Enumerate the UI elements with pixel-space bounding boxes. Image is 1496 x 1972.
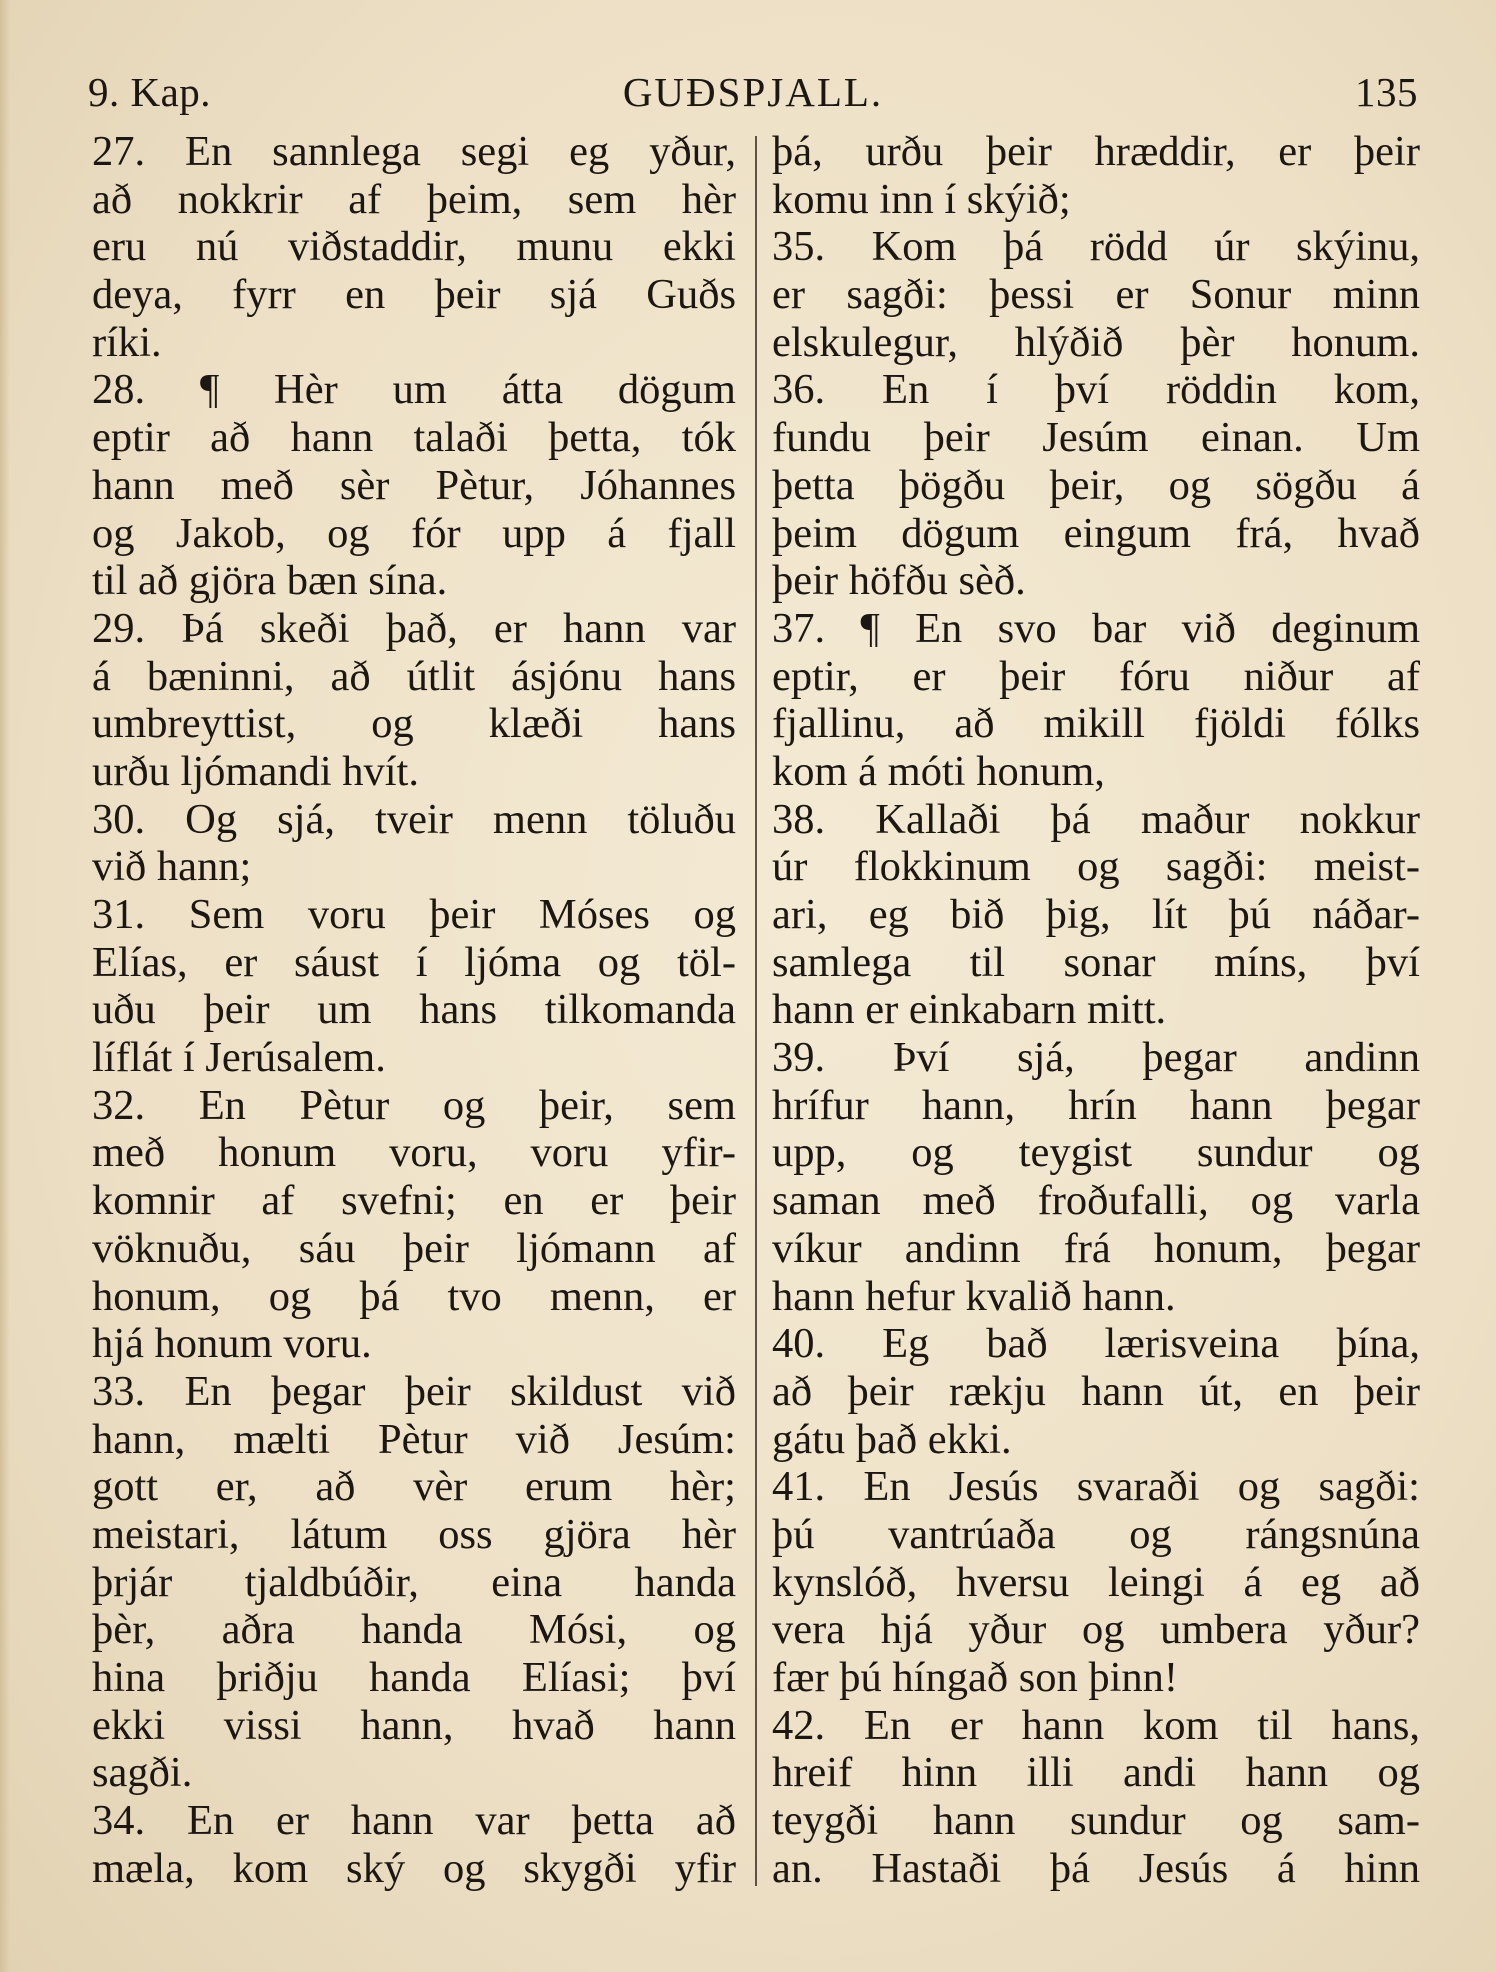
- text-line: fjallinu, að mikill fjöldi fólks: [772, 700, 1420, 748]
- text-line: hrífur hann, hrín hann þegar: [772, 1081, 1420, 1129]
- text-line: þetta þögðu þeir, og sögðu á: [772, 461, 1420, 509]
- text-line: ekki vissi hann, hvað hann: [92, 1701, 736, 1749]
- text-line: og Jakob, og fór upp á fjall: [92, 509, 736, 557]
- text-line: 35. Kom þá rödd úr skýinu,: [772, 223, 1420, 271]
- text-line: til að gjöra bæn sína.: [92, 557, 448, 605]
- text-line: þú vantrúaða og rángsnúna: [772, 1510, 1420, 1558]
- text-line: gott er, að vèr erum hèr;: [92, 1463, 736, 1511]
- text-line: þeir höfðu sèð.: [772, 557, 1026, 605]
- text-line: 42. En er hann kom til hans,: [772, 1701, 1420, 1749]
- text-line: eru nú viðstaddir, munu ekki: [92, 223, 736, 271]
- text-line: deya, fyrr en þeir sjá Guðs: [92, 271, 736, 319]
- text-line: 29. Þá skeði það, er hann var: [92, 604, 736, 652]
- text-line: 31. Sem voru þeir Móses og: [92, 891, 736, 938]
- text-line: á bæninni, að útlit ásjónu hans: [92, 652, 736, 700]
- text-line: kynslóð, hversu leingi á eg að: [772, 1558, 1420, 1606]
- text-line: upp, og teygist sundur og: [772, 1129, 1420, 1177]
- text-line: fær þú híngað son þinn!: [772, 1654, 1179, 1701]
- text-line: umbreyttist, og klæði hans: [92, 700, 736, 748]
- text-line: komu inn í skýið;: [772, 175, 1071, 223]
- text-line: 41. En Jesús svaraði og sagði:: [772, 1463, 1420, 1511]
- text-line: hann, mælti Pètur við Jesúm:: [92, 1415, 736, 1463]
- text-line: að þeir rækju hann út, en þeir: [772, 1367, 1420, 1415]
- right-column: [772, 128, 1420, 1892]
- text-line: þrjár tjaldbúðir, eina handa: [92, 1558, 736, 1606]
- text-line: þá, urðu þeir hræddir, er þeir: [772, 128, 1420, 175]
- text-line: 27. En sannlega segi eg yður,: [92, 128, 736, 175]
- text-line: vöknuðu, sáu þeir ljómann af: [92, 1224, 736, 1272]
- text-line: vera hjá yður og umbera yður?: [772, 1606, 1420, 1654]
- text-line: með honum voru, voru yfir-: [92, 1129, 736, 1177]
- text-line: ríki.: [92, 318, 162, 366]
- text-line: 39. Því sjá, þegar andinn: [772, 1034, 1420, 1082]
- text-line: 30. Og sjá, tveir menn töluðu: [92, 795, 736, 843]
- text-line: 28. ¶ Hèr um átta dögum: [92, 366, 736, 414]
- text-line: hjá honum voru.: [92, 1320, 372, 1368]
- text-line: hann með sèr Pètur, Jóhannes: [92, 461, 736, 509]
- text-line: kom á móti honum,: [772, 747, 1105, 795]
- text-line: komnir af svefni; en er þeir: [92, 1177, 736, 1225]
- text-line: honum, og þá tvo menn, er: [92, 1272, 736, 1320]
- text-line: 33. En þegar þeir skildust við: [92, 1367, 736, 1415]
- text-line: úr flokkinum og sagði: meist-: [772, 843, 1420, 891]
- text-line: þeim dögum eingum frá, hvað: [772, 509, 1420, 557]
- text-line: eptir, er þeir fóru niður af: [772, 652, 1420, 700]
- page-number: 135: [1355, 69, 1418, 115]
- text-line: 40. Eg bað lærisveina þína,: [772, 1320, 1420, 1368]
- text-line: að nokkrir af þeim, sem hèr: [92, 175, 736, 223]
- column-divider: [755, 136, 757, 1886]
- text-line: elskulegur, hlýðið þèr honum.: [772, 318, 1420, 366]
- text-line: sagði.: [92, 1749, 193, 1797]
- text-line: hann er einkabarn mitt.: [772, 986, 1167, 1034]
- book-title: GUÐSPJALL.: [622, 69, 884, 115]
- text-line: an. Hastaði þá Jesús á hinn: [772, 1844, 1420, 1892]
- text-line: meistari, látum oss gjöra hèr: [92, 1510, 736, 1558]
- running-head: [88, 68, 1418, 124]
- left-column: [92, 128, 736, 1892]
- text-line: fundu þeir Jesúm einan. Um: [772, 414, 1420, 462]
- text-line: samlega til sonar míns, því: [772, 938, 1420, 986]
- text-line: þèr, aðra handa Mósi, og: [92, 1606, 736, 1654]
- text-line: 36. En í því röddin kom,: [772, 366, 1420, 414]
- text-line: 32. En Pètur og þeir, sem: [92, 1081, 736, 1129]
- text-line: líflát í Jerúsalem.: [92, 1034, 386, 1082]
- text-line: er sagði: þessi er Sonur minn: [772, 271, 1420, 319]
- text-line: 34. En er hann var þetta að: [92, 1797, 736, 1845]
- text-line: við hann;: [92, 843, 252, 891]
- text-line: hreif hinn illi andi hann og: [772, 1749, 1420, 1797]
- text-line: víkur andinn frá honum, þegar: [772, 1224, 1420, 1272]
- text-line: mæla, kom ský og skygði yfir: [92, 1844, 736, 1892]
- text-line: Elías, er sáust í ljóma og töl-: [92, 938, 736, 986]
- text-line: uðu þeir um hans tilkomanda: [92, 986, 736, 1034]
- text-line: saman með froðufalli, og varla: [772, 1177, 1420, 1225]
- text-line: urðu ljómandi hvít.: [92, 747, 419, 795]
- text-line: gátu það ekki.: [772, 1415, 1012, 1463]
- page-gutter-shadow: [0, 0, 10, 1972]
- text-line: ari, eg bið þig, lít þú náðar-: [772, 891, 1420, 938]
- text-line: 38. Kallaði þá maður nokkur: [772, 795, 1420, 843]
- text-line: 37. ¶ En svo bar við deginum: [772, 604, 1420, 652]
- text-line: hann hefur kvalið hann.: [772, 1272, 1176, 1320]
- text-line: eptir að hann talaði þetta, tók: [92, 414, 736, 462]
- text-line: hina þriðju handa Elíasi; því: [92, 1654, 736, 1701]
- chapter-label: 9. Kap.: [88, 69, 212, 115]
- text-line: teygði hann sundur og sam-: [772, 1797, 1420, 1845]
